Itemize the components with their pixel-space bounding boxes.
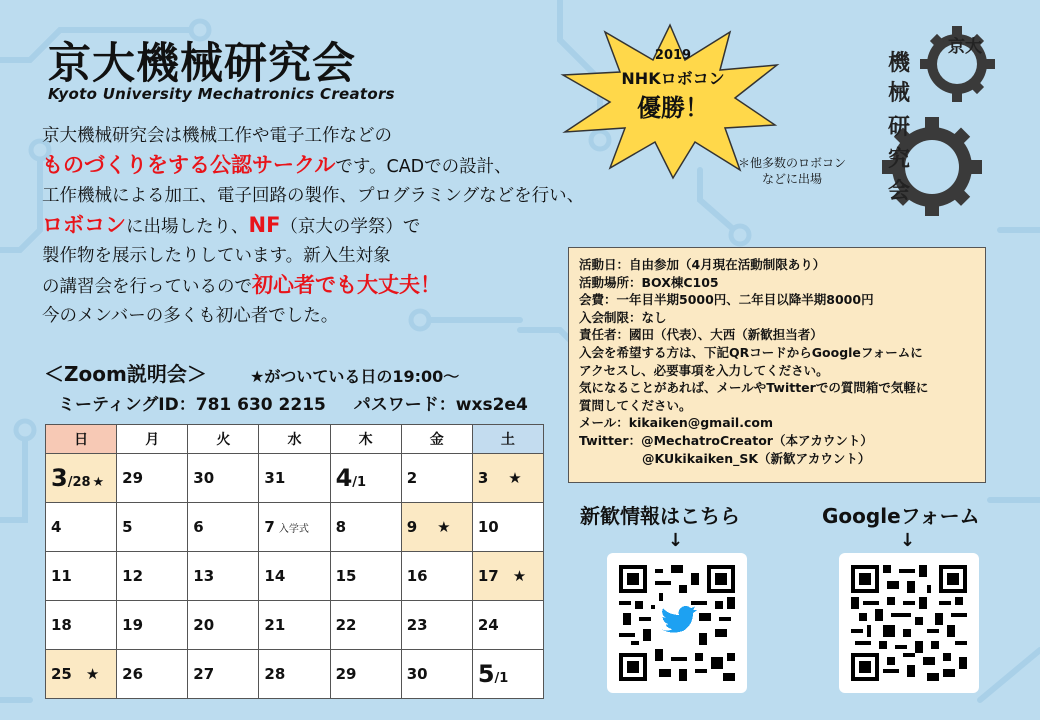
calendar-day xyxy=(259,503,330,552)
calendar-day xyxy=(330,454,401,503)
info-line: 質問してください。 xyxy=(579,397,692,413)
intro-line: 京大機械研究会は機械工作や電子工作などの xyxy=(42,126,392,146)
meeting-id: 781 630 2215 xyxy=(195,395,326,415)
star-icon: ★ xyxy=(437,518,451,536)
down-arrow-icon: ↓ xyxy=(668,530,684,551)
club-subtitle: Kyoto University Mechatronics Creators xyxy=(48,85,395,103)
calendar-day xyxy=(472,650,543,699)
star-icon: ★ xyxy=(512,567,527,585)
calendar-week xyxy=(46,503,544,552)
calendar-day: 15 xyxy=(330,552,401,601)
calendar-day xyxy=(46,454,117,503)
calendar-day xyxy=(472,454,543,503)
calendar-day: 18 xyxy=(46,601,117,650)
qr-code-icon xyxy=(619,565,735,681)
calendar-week xyxy=(46,601,544,650)
calendar-header-row xyxy=(46,425,544,454)
day-number: 25 xyxy=(51,665,72,683)
logo-char: 研 xyxy=(888,115,911,140)
club-info-box xyxy=(568,247,986,483)
club-title: 京大機械研究会 xyxy=(48,39,356,89)
calendar-day: 30 xyxy=(188,454,259,503)
info-line: 活動場所：BOX棟C105 xyxy=(579,274,719,290)
calendar-day: 4 xyxy=(46,503,117,552)
intro-line xyxy=(42,151,562,182)
star-icon: ★ xyxy=(508,469,522,487)
calendar-day: 20 xyxy=(188,601,259,650)
logo-char: 究 xyxy=(888,147,911,172)
day-number-big: 3 xyxy=(51,464,68,492)
calendar-day: 27 xyxy=(188,650,259,699)
info-line: 入会を希望する方は、下記QRコードからGoogleフォームに xyxy=(579,344,923,360)
day-number-rest: /1 xyxy=(352,475,367,490)
intro-line: 製作物を展示したりしています。新入生対象 xyxy=(42,246,391,266)
calendar-day: 10 xyxy=(472,503,543,552)
highlight-text: ロボコン xyxy=(42,213,126,237)
down-arrow-icon: ↓ xyxy=(900,530,916,551)
calendar-day: 23 xyxy=(401,601,472,650)
day-number: 9 xyxy=(406,518,418,536)
day-header-wed: 水 xyxy=(259,425,330,454)
qr-label-new-member-info: 新歓情報はこちら xyxy=(580,504,740,528)
calendar-week xyxy=(46,552,544,601)
zoom-heading: ＜Zoom説明会＞ xyxy=(44,362,207,386)
calendar-day: 2 xyxy=(401,454,472,503)
twitter-line: @KUkikaiken_SK（新歓アカウント） xyxy=(642,450,871,466)
info-line: 気になることがあれば、メールやTwitterでの質問箱で気軽に xyxy=(579,380,929,396)
intro-text-part: です。CADでの設計、 xyxy=(335,157,512,177)
star-icon: ★ xyxy=(85,665,100,683)
info-line: 活動日：自由参加（4月現在活動制限あり） xyxy=(579,257,826,272)
password-label: パスワード： xyxy=(353,395,456,415)
highlight-text: NF xyxy=(248,213,281,237)
calendar-day: 22 xyxy=(330,601,401,650)
calendar-day xyxy=(46,650,117,699)
info-line: アクセスし、必要事項を入力してください。 xyxy=(579,362,829,378)
calendar-day: 24 xyxy=(472,601,543,650)
info-line: 責任者：國田（代表）、大西（新歓担当者） xyxy=(579,327,823,343)
day-number: 7 xyxy=(264,518,275,536)
day-number: 3 xyxy=(477,469,489,487)
calendar-day: 29 xyxy=(330,650,401,699)
intro-text-part: （京大の学祭）で xyxy=(280,217,421,237)
calendar-day xyxy=(472,552,543,601)
intro-text-part: の講習会を行っているので xyxy=(42,277,252,297)
calendar-week xyxy=(46,650,544,699)
day-number-rest: /1 xyxy=(494,671,509,686)
qr-label-google-form: Googleフォーム xyxy=(822,504,980,528)
star-icon: ★ xyxy=(92,475,105,490)
calendar-day: 12 xyxy=(117,552,188,601)
intro-line xyxy=(42,211,562,242)
info-line: 会費：一年目半期5000円、二年目以降半期8000円 xyxy=(579,292,874,308)
calendar-day: 26 xyxy=(117,650,188,699)
logo-char: 機 xyxy=(888,51,911,76)
calendar-day: 16 xyxy=(401,552,472,601)
calendar-day: 6 xyxy=(188,503,259,552)
calendar-day: 13 xyxy=(188,552,259,601)
zoom-meeting-info xyxy=(58,390,528,415)
logo-char: 械 xyxy=(888,81,911,106)
logo-inner-text: 京大 xyxy=(948,37,982,57)
badge-result: 優勝！ xyxy=(637,94,709,122)
day-header-fri: 金 xyxy=(401,425,472,454)
calendar-week xyxy=(46,454,544,503)
day-header-tue: 火 xyxy=(188,425,259,454)
badge-year: 2019 xyxy=(654,48,692,63)
password: wxs2e4 xyxy=(455,395,528,415)
day-header-thu: 木 xyxy=(330,425,401,454)
intro-line: 今のメンバーの多くも初心者でした。 xyxy=(42,306,339,326)
day-number-big: 4 xyxy=(335,464,353,492)
intro-line: 工作機械による加工、電子回路の製作、プログラミングなどを行い、 xyxy=(42,186,585,206)
zoom-schedule-note: ★がついている日の19:00～ xyxy=(250,367,460,386)
note-line: ＊他多数のロボコン xyxy=(737,156,846,170)
email-line: メール：kikaiken@gmail.com xyxy=(579,415,773,431)
meeting-id-label: ミーティングID： xyxy=(58,395,196,415)
calendar-day: 31 xyxy=(259,454,330,503)
day-number-rest: /28 xyxy=(67,475,91,490)
day-number: 17 xyxy=(477,567,499,585)
calendar-day: 28 xyxy=(259,650,330,699)
intro-line xyxy=(42,271,562,302)
entrance-ceremony-note: 入学式 xyxy=(278,524,309,535)
day-header-sat: 土 xyxy=(472,425,543,454)
qr-code-twitter[interactable] xyxy=(607,553,747,693)
note-line: などに出場 xyxy=(761,172,822,186)
highlight-text: 初心者でも大丈夫！ xyxy=(252,273,441,297)
qr-code-google-form[interactable] xyxy=(839,553,979,693)
intro-text-part: に出場したり、 xyxy=(126,217,249,237)
calendar-day xyxy=(401,503,472,552)
calendar-day: 29 xyxy=(117,454,188,503)
logo-char: 会 xyxy=(888,179,911,204)
highlight-text: ものづくりをする公認サークル xyxy=(42,153,336,177)
badge-contest: NHKロボコン xyxy=(621,69,725,88)
calendar-day: 14 xyxy=(259,552,330,601)
calendar-day: 11 xyxy=(46,552,117,601)
intro-text xyxy=(42,122,585,331)
qr-code-icon xyxy=(851,565,967,681)
other-contests-note xyxy=(727,155,857,187)
calendar-day: 21 xyxy=(259,601,330,650)
calendar-day: 5 xyxy=(117,503,188,552)
day-header-mon: 月 xyxy=(117,425,188,454)
calendar-day: 30 xyxy=(401,650,472,699)
info-line: 入会制限：なし xyxy=(579,309,667,325)
twitter-line: Twitter：@MechatroCreator（本アカウント） xyxy=(579,432,873,448)
calendar-day: 19 xyxy=(117,601,188,650)
calendar xyxy=(45,424,544,699)
day-header-sun: 日 xyxy=(46,425,117,454)
day-number-big: 5 xyxy=(477,660,495,688)
calendar-day: 8 xyxy=(330,503,401,552)
